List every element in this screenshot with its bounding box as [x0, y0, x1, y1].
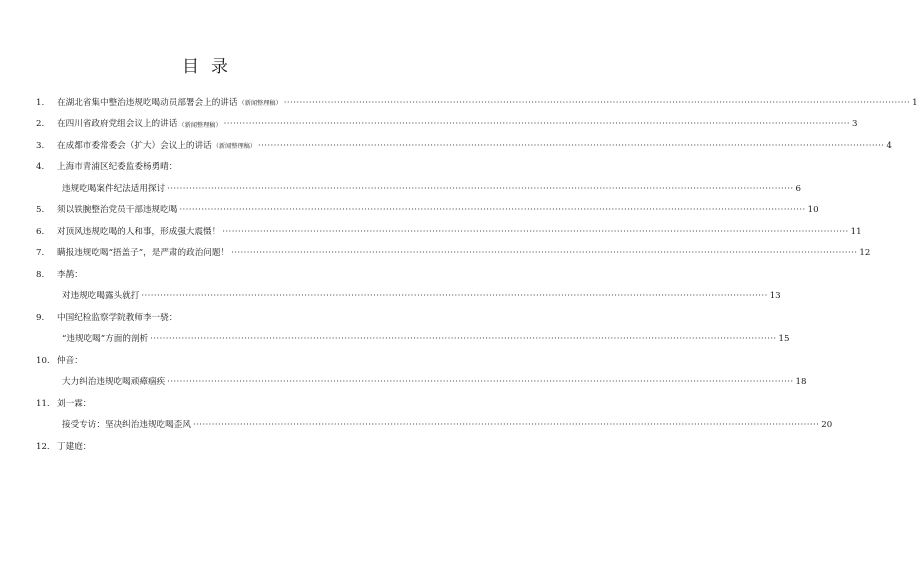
toc-entry-number: 1. — [36, 97, 45, 108]
toc-entry-page-number: 20 — [821, 420, 833, 431]
toc-entry-number: 2. — [36, 119, 45, 130]
toc-entry-title: 在湖北省集中整治违规吃喝动员部署会上的讲话 — [57, 97, 238, 108]
toc-dot-leader: ········································································································································································································ — [231, 248, 858, 259]
toc-entry[interactable] — [36, 430, 380, 452]
toc-entry-title: 对顶风违规吃喝的人和事，形成强大震慑！ — [57, 226, 221, 237]
toc-dot-leader: ········································································································································································································ — [167, 377, 794, 388]
toc-entry-page-number: 4 — [886, 140, 892, 151]
toc-entry-title: 接受专访：坚决纠治违规吃喝歪风 — [62, 420, 191, 431]
toc-entry-number: 9. — [36, 312, 45, 323]
toc-dot-leader: ········································································································································································································ — [223, 119, 850, 130]
toc-dot-leader: ········································································································································································································ — [179, 205, 806, 216]
toc-entry[interactable] — [36, 258, 380, 280]
toc-dot-leader: ········································································································································································································ — [150, 334, 777, 345]
toc-entry-page-number: 15 — [778, 334, 790, 345]
toc-entry-title: 对违规吃喝露头就打 — [62, 291, 140, 302]
toc-entry-title: 违规吃喝案件纪法适用探讨 — [62, 183, 166, 194]
toc-entry[interactable] — [36, 344, 380, 366]
toc-entry[interactable] — [36, 301, 380, 323]
toc-entry-number: 6. — [36, 226, 45, 237]
toc-dot-leader: ········································································································································································································ — [141, 291, 768, 302]
toc-entry[interactable] — [36, 86, 918, 108]
toc-entry[interactable] — [36, 237, 871, 259]
toc-dot-leader: ········································································································································································································ — [167, 183, 794, 194]
toc-entry[interactable] — [36, 387, 380, 409]
toc-entry-page-number: 12 — [859, 248, 871, 259]
toc-entry-number: 8. — [36, 269, 45, 280]
toc-entry-title: 须以铁腕整治党员干部违规吃喝 — [57, 205, 178, 216]
toc-entry[interactable] — [36, 323, 790, 345]
toc-entry-number: 10. — [36, 355, 50, 366]
toc-entry-title: 在四川省政府党组会议上的讲话 — [57, 119, 178, 130]
toc-entry[interactable] — [36, 108, 858, 130]
toc-entry[interactable] — [36, 366, 807, 388]
toc-entry[interactable] — [36, 129, 892, 151]
toc-entry-title: 上海市青浦区纪委监委杨勇晴： — [57, 162, 178, 173]
toc-entry-note: （新闻整理稿） — [212, 143, 257, 151]
toc-entry-title: 仲音： — [57, 355, 83, 366]
toc-dot-leader: ········································································································································································································ — [283, 97, 911, 108]
toc-entry[interactable] — [36, 215, 862, 237]
toc-entry-page-number: 13 — [769, 291, 781, 302]
toc-entry-number: 7. — [36, 248, 45, 259]
toc-entry-title: “违规吃喝”方面的剖析 — [62, 334, 149, 345]
toc-entry-page-number: 3 — [851, 119, 858, 130]
toc-entry-page-number: 6 — [795, 183, 801, 194]
toc-dot-leader: ········································································································································································································ — [258, 140, 885, 151]
toc-entry[interactable] — [36, 280, 781, 302]
toc-entry-title: 李鹊： — [57, 269, 83, 280]
toc-entry-page-number: 10 — [807, 205, 819, 216]
toc-entry-page-number: 18 — [795, 377, 807, 388]
toc-entry-note: （新闻整理稿） — [238, 100, 282, 108]
toc-entry-note: （新闻整理稿） — [178, 121, 222, 129]
toc-dot-leader: ········································································································································································································ — [192, 420, 820, 431]
toc-entry-title: 刘一霖： — [57, 398, 92, 409]
toc-entry-title: 大力纠治违规吃喝顽瘴痼疾 — [62, 377, 166, 388]
toc-dot-leader: ········································································································································································································ — [222, 226, 849, 237]
table-of-contents — [36, 86, 918, 452]
toc-entry-number: 5. — [36, 205, 45, 216]
toc-entry-number: 12. — [36, 441, 50, 452]
toc-title: 目录 — [182, 57, 240, 77]
toc-entry-page-number: 11 — [850, 226, 862, 237]
toc-entry-title: 瞒报违规吃喝“捂盖子”，是严肃的政治问题！ — [57, 248, 230, 259]
toc-entry[interactable] — [36, 151, 380, 173]
toc-entry-number: 11. — [36, 398, 50, 409]
toc-entry-title: 中国纪检监察学院教师李一骁： — [57, 312, 178, 323]
toc-entry[interactable] — [36, 409, 833, 431]
toc-entry[interactable] — [36, 194, 819, 216]
toc-entry-number: 4. — [36, 162, 45, 173]
toc-entry-title: 在成都市委常委会（扩大）会议上的讲话 — [57, 140, 212, 151]
toc-entry-number: 3. — [36, 140, 45, 151]
toc-entry-page-number: 1 — [912, 97, 918, 108]
toc-entry[interactable] — [36, 172, 801, 194]
toc-entry-title: 丁建庭： — [57, 441, 92, 452]
